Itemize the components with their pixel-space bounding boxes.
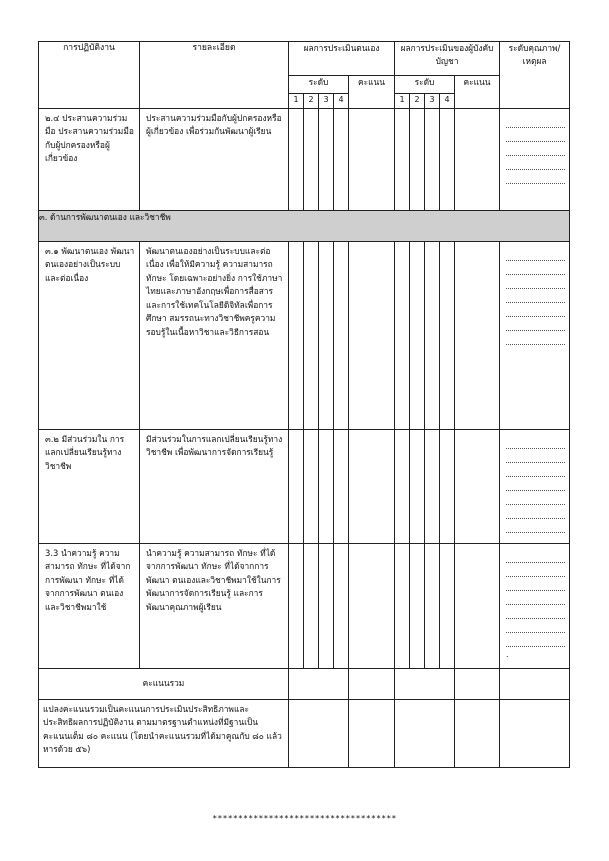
self-score-cell[interactable] xyxy=(349,109,395,211)
quality-reason-cell[interactable] xyxy=(500,544,570,669)
self-level-cell[interactable] xyxy=(319,109,334,211)
self-score-cell[interactable] xyxy=(349,544,395,669)
self-level-cell[interactable] xyxy=(289,544,304,669)
total-quality[interactable] xyxy=(500,669,570,700)
table-row xyxy=(39,242,570,430)
sup-score-cell[interactable] xyxy=(455,430,500,544)
converted-quality[interactable] xyxy=(500,700,570,768)
conversion-text: แปลงคะแนนรวมเป็นคะแนนการประเมินประสิทธิภาพและประสิทธิผลการปฏิบัติงาน ตามมาตรฐานตำแหน่งที่มีฐานเป็น คะแนนเต็ม ๘๐ คะแนน (โดยนำคะแนนรวมที่ได้มาคูณกับ ๘๐ แล้วหารด้วย ๕๖) xyxy=(39,700,289,768)
self-total-level[interactable] xyxy=(289,669,349,700)
sup-level-cell[interactable] xyxy=(410,242,425,430)
self-level-1: 1 xyxy=(289,94,304,109)
table-row xyxy=(39,544,570,669)
self-level-cell[interactable] xyxy=(289,109,304,211)
self-converted-level[interactable] xyxy=(289,700,349,768)
sup-level-cell[interactable] xyxy=(440,430,455,544)
self-score-cell[interactable] xyxy=(349,430,395,544)
total-row xyxy=(39,669,570,700)
sup-level-cell[interactable] xyxy=(410,544,425,669)
activity-cell: 3.3 นำความรู้ ความสามารถ ทักษะ ที่ได้จากการพัฒนา ทักษะ ที่ได้จากการพัฒนา ตนเองและวิชาชีพมาใช้ xyxy=(39,544,140,669)
self-level-cell[interactable] xyxy=(334,109,349,211)
detail-cell: มีส่วนร่วมในการแลกเปลี่ยนเรียนรู้ทางวิชาชีพ เพื่อพัฒนาการจัดการเรียนรู้ xyxy=(140,430,289,544)
sup-converted-level[interactable] xyxy=(395,700,455,768)
self-eval-header: ผลการประเมินตนเอง xyxy=(289,42,395,76)
quality-reason-cell[interactable] xyxy=(500,430,570,544)
self-level-cell[interactable] xyxy=(334,544,349,669)
self-score-cell[interactable] xyxy=(349,242,395,430)
self-level-cell[interactable] xyxy=(334,242,349,430)
sup-level-cell[interactable] xyxy=(395,242,410,430)
conversion-row xyxy=(39,700,570,768)
sup-level-header: ระดับ xyxy=(395,76,455,94)
total-label: คะแนนรวม xyxy=(39,669,289,700)
detail-cell: พัฒนาตนเองอย่างเป็นระบบและต่อเนื่อง เพื่อให้มีความรู้ ความสามารถ ทักษะ โดยเฉพาะอย่างยิ่ง การใช้ภาษาไทยและภาษาอังกฤษเพื่อการสื่อสาร และการใช้เทคโนโลยีดิจิทัลเพื่อการศึกษา สมรรถนะทางวิชาชีพครูความรอบรู้ในเนื้อหาวิชาและวิธีการสอน xyxy=(140,242,289,430)
self-score-header: คะแนน xyxy=(349,76,395,109)
detail-cell: นำความรู้ ความสามารถ ทักษะ ที่ได้จากการพัฒนา ทักษะ ที่ได้จากการพัฒนา ตนเองและวิชาชีพมาใช้ในการพัฒนาการจัดการเรียนรู้ และการพัฒนาคุณภาพผู้เรียน xyxy=(140,544,289,669)
supervisor-eval-header: ผลการประเมินของผู้บังคับบัญชา xyxy=(395,42,500,76)
sup-score-cell[interactable] xyxy=(455,109,500,211)
activity-header: การปฏิบัติงาน xyxy=(39,42,140,109)
self-level-cell[interactable] xyxy=(319,242,334,430)
activity-cell: ๓.๑ พัฒนาตนเอง พัฒนาตนเองอย่างเป็นระบบและต่อเนื่อง xyxy=(39,242,140,430)
activity-cell: ๓.๒ มีส่วนร่วมใน การ แลกเปลี่ยนเรียนรู้ทางวิชาชีพ xyxy=(39,430,140,544)
self-level-cell[interactable] xyxy=(319,430,334,544)
quality-reason-cell[interactable] xyxy=(500,109,570,211)
sup-total-score[interactable] xyxy=(455,669,500,700)
sup-level-cell[interactable] xyxy=(425,242,440,430)
self-level-cell[interactable] xyxy=(304,242,319,430)
sup-level-cell[interactable] xyxy=(395,544,410,669)
sup-level-2: 2 xyxy=(410,94,425,109)
section-row xyxy=(39,211,570,242)
sup-level-cell[interactable] xyxy=(440,109,455,211)
dot-tail: . xyxy=(506,650,509,659)
table-row xyxy=(39,109,570,211)
self-level-cell[interactable] xyxy=(304,544,319,669)
self-level-4: 4 xyxy=(334,94,349,109)
table-row xyxy=(39,430,570,544)
self-level-cell[interactable] xyxy=(334,430,349,544)
sup-level-4: 4 xyxy=(440,94,455,109)
self-level-cell[interactable] xyxy=(304,430,319,544)
sup-level-1: 1 xyxy=(395,94,410,109)
self-total-score[interactable] xyxy=(349,669,395,700)
quality-header: ระดับคุณภาพ/ เหตุผล xyxy=(500,42,570,109)
sup-level-cell[interactable] xyxy=(410,430,425,544)
self-converted-score[interactable] xyxy=(349,700,395,768)
sup-score-cell[interactable] xyxy=(455,242,500,430)
sup-level-cell[interactable] xyxy=(410,109,425,211)
detail-cell: ประสานความร่วมมือกับผู้ปกครองหรือผู้เกี่ยวข้อง เพื่อร่วมกันพัฒนาผู้เรียน xyxy=(140,109,289,211)
sup-level-3: 3 xyxy=(425,94,440,109)
evaluation-table xyxy=(38,41,570,768)
section-title: ๓. ด้านการพัฒนาตนเอง และวิชาชีพ xyxy=(39,211,570,242)
self-level-header: ระดับ xyxy=(289,76,349,94)
self-level-cell[interactable] xyxy=(319,544,334,669)
self-level-3: 3 xyxy=(319,94,334,109)
footer-stars: ************************************ xyxy=(212,814,397,823)
quality-reason-cell[interactable] xyxy=(500,242,570,430)
sup-score-cell[interactable] xyxy=(455,544,500,669)
activity-cell: ๒.๔ ประสานความร่วมมือ ประสานความร่วมมือกับผู้ปกครองหรือผู้เกี่ยวข้อง xyxy=(39,109,140,211)
sup-level-cell[interactable] xyxy=(425,109,440,211)
sup-level-cell[interactable] xyxy=(440,544,455,669)
sup-level-cell[interactable] xyxy=(440,242,455,430)
self-level-2: 2 xyxy=(304,94,319,109)
sup-level-cell[interactable] xyxy=(425,430,440,544)
sup-level-cell[interactable] xyxy=(425,544,440,669)
self-level-cell[interactable] xyxy=(289,430,304,544)
sup-score-header: คะแนน xyxy=(455,76,500,109)
sup-level-cell[interactable] xyxy=(395,109,410,211)
self-level-cell[interactable] xyxy=(304,109,319,211)
sup-level-cell[interactable] xyxy=(395,430,410,544)
sup-total-level[interactable] xyxy=(395,669,455,700)
self-level-cell[interactable] xyxy=(289,242,304,430)
details-header: รายละเอียด xyxy=(140,42,289,109)
sup-converted-score[interactable] xyxy=(455,700,500,768)
